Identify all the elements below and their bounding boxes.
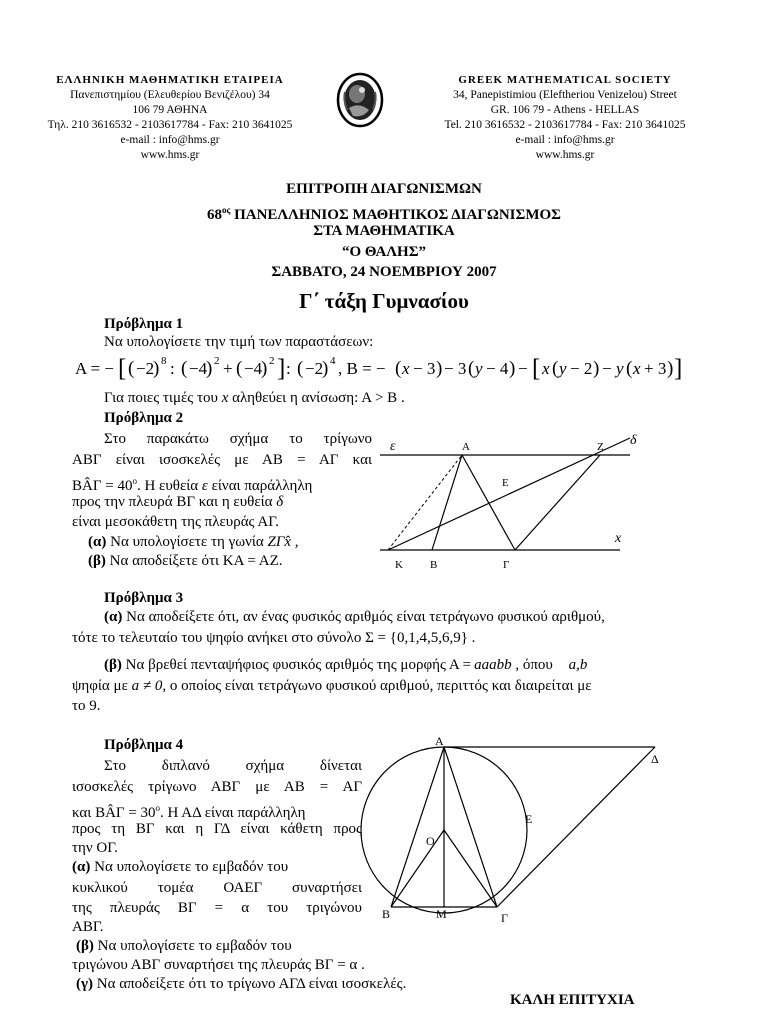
segment-gz	[515, 455, 600, 550]
label-epsilon: ε	[390, 439, 396, 454]
svg-text:− 4: − 4	[486, 359, 509, 378]
header-right	[400, 73, 730, 163]
label-E: Ε	[525, 812, 533, 826]
svg-text::: :	[170, 359, 175, 378]
svg-text:): )	[206, 358, 213, 379]
problem-4-part-a-line: της πλευράς ΒΓ = α του τριγώνου	[72, 900, 362, 916]
phone-english: Tel. 210 3616532 - 2103617784 - Fax: 210 3641025	[444, 119, 686, 131]
problem-2-heading: Πρόβλημα 2	[104, 410, 184, 426]
problem-1-question: Για ποιες τιμές του x αληθεύει η ανίσωση: Α > Β .	[104, 390, 405, 406]
label-delta: δ	[630, 433, 637, 448]
svg-text:]: ]	[674, 355, 683, 382]
svg-text:(: (	[626, 358, 633, 379]
postcode-english: GR. 106 79 - Athens - HELLAS	[490, 104, 640, 116]
org-name-english: GREEK MATHEMATICAL SOCIETY	[458, 74, 672, 86]
svg-text:): )	[593, 358, 600, 379]
svg-text:(: (	[468, 358, 475, 379]
subject-title: ΣΤΑ ΜΑΘΗΜΑΤΙΚΑ	[313, 223, 455, 239]
problem-1-intro: Να υπολογίσετε την τιμή των παραστάσεων:	[104, 334, 374, 350]
svg-text:): )	[436, 358, 443, 379]
svg-text:x: x	[633, 359, 641, 378]
society-logo	[335, 72, 385, 128]
email-english: e-mail : info@hms.gr	[515, 134, 615, 146]
problem-2-line: είναι μεσοκάθετη της πλευράς ΑΓ.	[72, 514, 279, 530]
svg-text:−: −	[602, 359, 612, 378]
dashed-ka	[388, 455, 462, 550]
problem-4-line: Στο διπλανό σχήμα δίνεται	[104, 758, 362, 774]
line-gd	[497, 747, 655, 907]
label-A: Α	[435, 734, 444, 748]
problem-1-heading: Πρόβλημα 1	[104, 316, 184, 332]
svg-text:): )	[509, 358, 516, 379]
svg-text:−2: −2	[136, 359, 155, 378]
competition-title: $68^{o\varsigma}$ ΠΑΝΕΛΛΗΝΙΟΣ ΜΑΘΗΤΙΚΟΣ ΔΙΑΓΩΝΙΣΜΟΣ	[207, 205, 561, 223]
side-ab	[432, 455, 462, 550]
label-M: Μ	[436, 907, 447, 921]
problem-4-part-a: (α) Να υπολογίσετε το εμβαδόν του	[72, 859, 289, 875]
label-Z: Ζ	[597, 441, 604, 453]
svg-text:x: x	[402, 359, 410, 378]
svg-text:− 2: − 2	[570, 359, 593, 378]
svg-text:): )	[261, 358, 268, 379]
problem-4-line: ισοσκελές τρίγωνο ΑΒΓ με ΑΒ = ΑΓ	[72, 779, 362, 795]
web-english: www.hms.gr	[535, 149, 595, 161]
svg-text:4: 4	[330, 355, 336, 367]
problem-2-line: προς την πλευρά ΒΓ και η ευθεία δ	[72, 494, 284, 510]
label-K: Κ	[395, 559, 403, 571]
address-english: 34, Panepistimiou (Eleftheriou Venizelou) Street	[453, 89, 677, 101]
problem-4-part-b: (β) Να υπολογίσετε το εμβαδόν του	[76, 938, 292, 954]
problem-4-line: την ΟΓ.	[72, 840, 118, 856]
problem-3-part-b-line3: το 9.	[72, 698, 101, 714]
svg-text:2: 2	[269, 355, 275, 367]
svg-text:+: +	[223, 359, 233, 378]
problem-3-heading: Πρόβλημα 3	[104, 590, 184, 606]
svg-text:): )	[322, 358, 329, 379]
svg-text:[: [	[532, 355, 541, 382]
problem-4-part-c: (γ) Να αποδείξετε ότι το τρίγωνο ΑΓΔ είναι ισοσκελές.	[76, 976, 407, 992]
problem-1-expressions	[70, 348, 683, 384]
svg-text:− 3: − 3	[444, 359, 467, 378]
problem-3-part-b: (β) Να βρεθεί πενταψήφιος φυσικός αριθμός της μορφής Α = aaabb , όπου a,b	[104, 657, 588, 673]
svg-text::: :	[286, 359, 291, 378]
closing-wish: ΚΑΛΗ ΕΠΙΤΥΧΙΑ	[510, 992, 635, 1008]
svg-text:): )	[153, 358, 160, 379]
svg-text:−4: −4	[244, 359, 263, 378]
svg-text:y: y	[616, 359, 624, 378]
problem-3-part-a: (α) Να αποδείξετε ότι, αν ένας φυσικός αριθμός είναι τετράγωνο φυσικού αριθμού,	[104, 609, 605, 625]
label-G: Γ	[501, 911, 508, 925]
segment-ob	[391, 830, 444, 907]
svg-text:2: 2	[214, 355, 220, 367]
email-greek: e-mail : info@hms.gr	[120, 134, 220, 146]
problem-2-line: ΑΒΓ είναι ισοσκελές με ΑΒ = ΑΓ και	[72, 452, 372, 468]
problem-2-figure	[350, 428, 650, 578]
svg-text:): )	[667, 358, 674, 379]
problem-4-part-a-line: ΑΒΓ.	[72, 919, 104, 935]
side-ab	[391, 747, 444, 907]
label-B: Β	[430, 559, 438, 571]
label-x: x	[615, 531, 622, 546]
svg-text:y: y	[475, 359, 483, 378]
svg-text:−2: −2	[305, 359, 324, 378]
label-A: Α	[462, 441, 470, 453]
committee-title: ΕΠΙΤΡΟΠΗ ΔΙΑΓΩΝΙΣΜΩΝ	[286, 181, 482, 197]
svg-text:(: (	[552, 358, 559, 379]
svg-text:[: [	[118, 355, 127, 382]
svg-text:(: (	[236, 358, 243, 379]
grade-title: Γ΄ τάξη Γυμνασίου	[299, 289, 469, 313]
problem-3-part-a-line2: τότε το τελευταίο του ψηφίο ανήκει στο σύνολο Σ = {0,1,4,5,6,9} .	[72, 630, 476, 646]
svg-text:(: (	[395, 358, 402, 379]
thales-title: “Ο ΘΑΛΗΣ”	[341, 244, 427, 260]
svg-text:(: (	[297, 358, 304, 379]
label-O: Ο	[426, 834, 435, 848]
problem-2-part-b: (β) Να αποδείξετε ότι ΚΑ = ΑΖ.	[88, 553, 283, 569]
svg-text:x: x	[542, 359, 550, 378]
problem-4-line: προς τη ΒΓ και η ΓΔ είναι κάθετη προς	[72, 821, 362, 837]
phone-greek: Τηλ. 210 3616532 - 2103617784 - Fax: 210 3641025	[47, 119, 293, 131]
svg-text:(: (	[128, 358, 135, 379]
problem-2-line: Στο παρακάτω σχήμα το τρίγωνο	[104, 431, 372, 447]
svg-text:−4: −4	[189, 359, 208, 378]
problem-3-part-b-line2: ψηφία με a ≠ 0, ο οποίος είναι τετράγωνο φυσικού αριθμού, περιττός και διαιρείται με	[72, 678, 592, 694]
web-greek: www.hms.gr	[140, 149, 200, 161]
problem-4-part-a-line: κυκλικού τομέα ΟΑΕΓ συναρτήσει	[72, 880, 362, 896]
svg-text:]: ]	[277, 355, 286, 382]
problem-4-heading: Πρόβλημα 4	[104, 737, 184, 753]
org-name-greek: ΕΛΛΗΝΙΚΗ ΜΑΘΗΜΑΤΙΚΗ ΕΤΑΙΡΕΙΑ	[56, 74, 284, 86]
problem-4-figure	[355, 735, 675, 935]
exam-date: ΣΑΒΒΑΤΟ, 24 ΝΟΕΜΒΡΙΟΥ 2007	[271, 264, 497, 280]
problem-2-line: ΒÂΓ = $40^o$. Η ευθεία ε είναι παράλληλη	[72, 476, 313, 494]
problem-4-part-b-line: τριγώνου ΑΒΓ συναρτήσει της πλευράς ΒΓ = α .	[72, 957, 365, 973]
svg-text:+ 3: + 3	[644, 359, 667, 378]
side-ag	[444, 747, 497, 907]
header-left	[20, 73, 320, 163]
label-D: Δ	[651, 752, 659, 766]
segment-og	[444, 830, 497, 907]
side-ag	[462, 455, 515, 550]
svg-text:, B = −: , B = −	[338, 359, 386, 378]
label-E: Ε	[502, 477, 509, 489]
svg-text:8: 8	[161, 355, 167, 367]
postcode-greek: 106 79 ΑΘΗΝΑ	[132, 104, 208, 116]
address-greek: Πανεπιστημίου (Ελευθερίου Βενιζέλου) 34	[70, 89, 270, 101]
label-G: Γ	[503, 559, 510, 571]
svg-text:− 3: − 3	[413, 359, 436, 378]
label-B: Β	[382, 907, 391, 921]
svg-text:A = −: A = −	[75, 359, 115, 378]
svg-text:(: (	[181, 358, 188, 379]
svg-text:−: −	[518, 359, 528, 378]
problem-2-part-a: (α) Να υπολογίσετε τη γωνία ZΓ̂x ,	[88, 534, 299, 550]
svg-text:y: y	[559, 359, 567, 378]
problem-4-line: και ΒÂΓ = $30^o$. Η ΑΔ είναι παράλληλη	[72, 803, 306, 821]
